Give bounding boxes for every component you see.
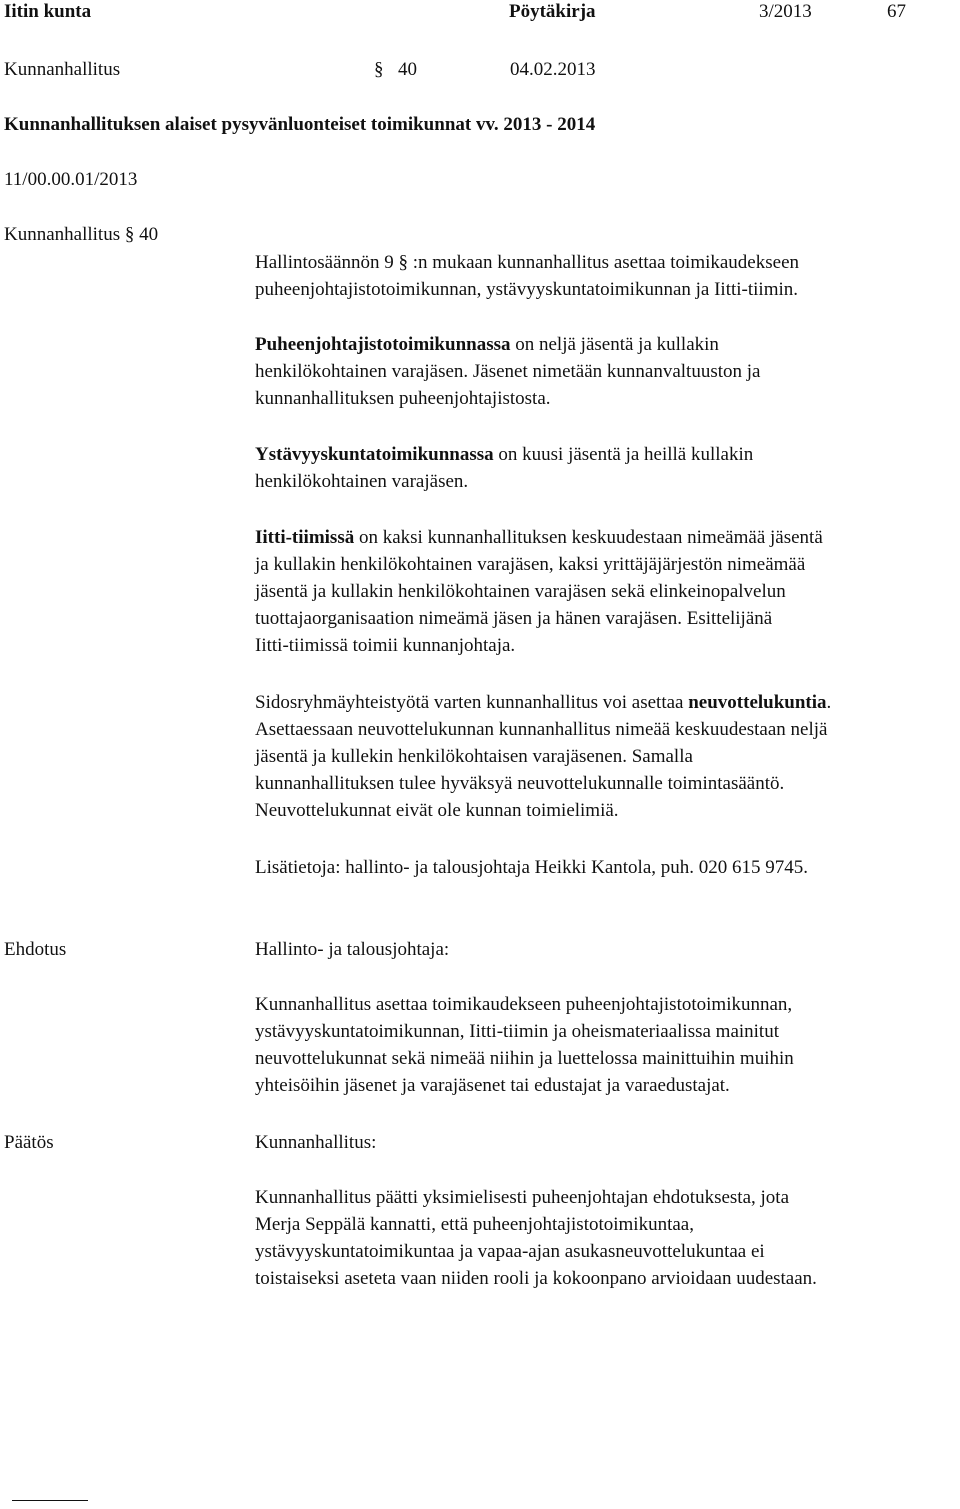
meeting-date: 04.02.2013 xyxy=(510,59,596,80)
paragraph-text: . xyxy=(826,692,832,713)
section-reference xyxy=(4,221,158,248)
paragraph-line: Hallintosäännön 9 § :n mukaan kunnanhallitus asettaa toimikaudekseen xyxy=(255,252,800,273)
paragraph-line: ystävyyskuntatoimikunnan, Iitti-tiimin ja oheismateriaalissa mainitut xyxy=(255,1021,779,1042)
proposal-text xyxy=(255,991,955,1099)
page-title: Kunnanhallituksen alaiset pysyvänluonteiset toimikunnat vv. 2013 - 2014 xyxy=(4,114,596,135)
paragraph-twin-town-committee xyxy=(255,441,955,495)
paragraph-chairs-committee xyxy=(255,331,955,412)
paragraph-line: Iitti-tiimissä toimii kunnanjohtaja. xyxy=(255,635,516,656)
paragraph-line xyxy=(255,689,955,716)
paragraph-line: henkilökohtainen varajäsen. Jäsenet nimetään kunnanvaltuuston ja xyxy=(255,361,761,382)
paragraph-line: Kunnanhallitus päätti yksimielisesti puheenjohtajan ehdotuksesta, jota xyxy=(255,1187,790,1208)
paragraph-line: ja kullakin henkilökohtainen varajäsen, kaksi yrittäjäjärjestön nimeämää xyxy=(255,554,806,575)
paragraph-intro xyxy=(255,249,955,303)
paragraph-line xyxy=(255,331,955,358)
section-reference-number: 40 xyxy=(139,224,159,245)
paragraph-line: Merja Seppälä kannatti, että puheenjohtajistotoimikuntaa, xyxy=(255,1214,694,1235)
section-number: 40 xyxy=(398,59,417,80)
page-number: 67 xyxy=(887,1,906,22)
paragraph-line: Asettaessaan neuvottelukunnan kunnanhallitus nimeää keskuudestaan neljä xyxy=(255,719,828,740)
paragraph-line: jäsentä ja kullekin henkilökohtaisen varajäsenen. Samalla xyxy=(255,746,693,767)
paragraph-line: neuvottelukunnat sekä nimeää niihin ja luettelossa mainittuihin muihin xyxy=(255,1048,794,1069)
paragraph-line: Kunnanhallitus asettaa toimikaudekseen puheenjohtajistotoimikunnan, xyxy=(255,994,793,1015)
committee-name: Ystävyyskuntatoimikunnassa xyxy=(255,444,494,465)
paragraph-line: yhteisöihin jäsenet ja varajäsenet tai edustajat ja varaedustajat. xyxy=(255,1075,730,1096)
paragraph-line: Neuvottelukunnat eivät ole kunnan toimielimiä. xyxy=(255,800,619,821)
paragraph-line xyxy=(255,524,955,551)
section-reference-body: Kunnanhallitus xyxy=(4,224,121,245)
paragraph-text: on kuusi jäsentä ja heillä kullakin xyxy=(493,444,754,465)
paragraph-line: tuottajaorganisaation nimeämä jäsen ja hänen varajäsen. Esittelijänä xyxy=(255,608,773,629)
paragraph-line: jäsentä ja kullakin henkilökohtainen varajäsen sekä elinkeinopalvelun xyxy=(255,581,786,602)
proposal-presenter: Hallinto- ja talousjohtaja: xyxy=(255,939,450,960)
decision-text xyxy=(255,1184,955,1292)
paragraph-text: Sidosryhmäyhteistyötä varten kunnanhallitus voi asettaa xyxy=(255,692,689,713)
paragraph-line: kunnanhallituksen puheenjohtajistosta. xyxy=(255,388,551,409)
decision-body: Kunnanhallitus: xyxy=(255,1132,377,1153)
paragraph-more-info xyxy=(255,854,955,881)
section-reference-symbol: § xyxy=(124,224,135,245)
advisory-board-term: neuvottelukuntia xyxy=(688,692,827,713)
municipality-name: Iitin kunta xyxy=(4,1,92,22)
document-type: Pöytäkirja xyxy=(509,1,596,22)
paragraph-line xyxy=(255,441,955,468)
paragraph-line: henkilökohtainen varajäsen. xyxy=(255,471,469,492)
footnote-separator xyxy=(12,1500,88,1501)
committee-name: Iitti-tiimissä xyxy=(255,527,355,548)
committee-name: Puheenjohtajistotoimikunnassa xyxy=(255,334,511,355)
paragraph-line: ystävyyskuntatoimikuntaa ja vapaa-ajan asukasneuvottelukuntaa ei xyxy=(255,1241,765,1262)
meeting-body: Kunnanhallitus xyxy=(4,59,121,80)
paragraph-text: on neljä jäsentä ja kullakin xyxy=(510,334,719,355)
paragraph-line: Lisätietoja: hallinto- ja talousjohtaja Heikki Kantola, puh. 020 615 9745. xyxy=(255,857,809,878)
decision-label: Päätös xyxy=(4,1132,54,1153)
paragraph-text: on kaksi kunnanhallituksen keskuudestaan nimeämää jäsentä xyxy=(354,527,823,548)
paragraph-line: puheenjohtajistotoimikunnan, ystävyyskuntatoimikunnan ja Iitti-tiimin. xyxy=(255,279,799,300)
paragraph-line: toistaiseksi aseteta vaan niiden rooli ja kokoonpano arvioidaan uudestaan. xyxy=(255,1268,817,1289)
proposal-label: Ehdotus xyxy=(4,939,67,960)
paragraph-iitti-team xyxy=(255,524,955,659)
paragraph-line: kunnanhallituksen tulee hyväksyä neuvottelukunnalle toimintasääntö. xyxy=(255,773,785,794)
record-id: 11/00.00.01/2013 xyxy=(4,169,138,190)
section-symbol: § xyxy=(374,59,384,80)
paragraph-advisory-boards xyxy=(255,689,955,824)
document-number: 3/2013 xyxy=(759,1,812,22)
